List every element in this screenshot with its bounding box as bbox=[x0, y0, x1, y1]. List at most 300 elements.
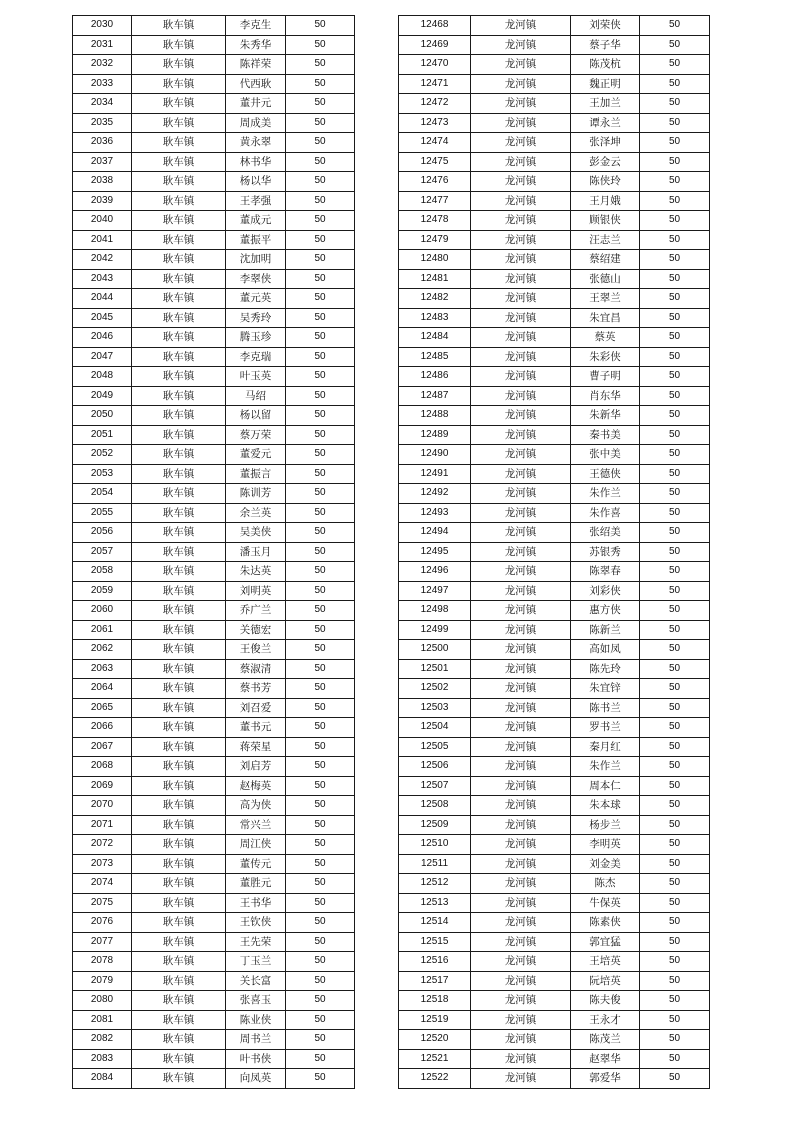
table-row bbox=[399, 796, 710, 816]
town-cell: 耿车镇 bbox=[132, 737, 226, 757]
name-cell: 叶书侠 bbox=[226, 1049, 286, 1069]
town-cell: 耿车镇 bbox=[132, 1010, 226, 1030]
town-cell: 龙河镇 bbox=[471, 874, 571, 894]
serial-number-cell: 12484 bbox=[399, 328, 471, 348]
name-cell: 陈杰 bbox=[571, 874, 640, 894]
amount-cell: 50 bbox=[286, 425, 355, 445]
name-cell: 牛保英 bbox=[571, 893, 640, 913]
amount-cell: 50 bbox=[286, 133, 355, 153]
town-cell: 龙河镇 bbox=[471, 1010, 571, 1030]
name-cell: 余兰英 bbox=[226, 503, 286, 523]
amount-cell: 50 bbox=[286, 347, 355, 367]
name-cell: 关长富 bbox=[226, 971, 286, 991]
serial-number-cell: 2080 bbox=[73, 991, 132, 1011]
name-cell: 杨以留 bbox=[226, 406, 286, 426]
serial-number-cell: 12488 bbox=[399, 406, 471, 426]
serial-number-cell: 12509 bbox=[399, 815, 471, 835]
table-row bbox=[73, 718, 355, 738]
town-cell: 耿车镇 bbox=[132, 815, 226, 835]
town-cell: 耿车镇 bbox=[132, 133, 226, 153]
amount-cell: 50 bbox=[286, 289, 355, 309]
amount-cell: 50 bbox=[640, 464, 710, 484]
serial-number-cell: 2065 bbox=[73, 698, 132, 718]
amount-cell: 50 bbox=[286, 640, 355, 660]
serial-number-cell: 12481 bbox=[399, 269, 471, 289]
amount-cell: 50 bbox=[286, 464, 355, 484]
serial-number-cell: 2036 bbox=[73, 133, 132, 153]
amount-cell: 50 bbox=[640, 601, 710, 621]
town-cell: 龙河镇 bbox=[471, 1049, 571, 1069]
name-cell: 王书华 bbox=[226, 893, 286, 913]
name-cell: 陈茂兰 bbox=[571, 1030, 640, 1050]
serial-number-cell: 12521 bbox=[399, 1049, 471, 1069]
town-cell: 耿车镇 bbox=[132, 445, 226, 465]
name-cell: 董传元 bbox=[226, 854, 286, 874]
serial-number-cell: 2030 bbox=[73, 16, 132, 36]
table-row bbox=[399, 523, 710, 543]
amount-cell: 50 bbox=[286, 874, 355, 894]
town-cell: 龙河镇 bbox=[471, 679, 571, 699]
town-cell: 耿车镇 bbox=[132, 464, 226, 484]
town-cell: 耿车镇 bbox=[132, 55, 226, 75]
name-cell: 魏正明 bbox=[571, 74, 640, 94]
amount-cell: 50 bbox=[640, 289, 710, 309]
amount-cell: 50 bbox=[286, 971, 355, 991]
table-row bbox=[73, 484, 355, 504]
amount-cell: 50 bbox=[640, 386, 710, 406]
serial-number-cell: 12501 bbox=[399, 659, 471, 679]
table-row bbox=[73, 1069, 355, 1089]
table-row bbox=[73, 1030, 355, 1050]
serial-number-cell: 12502 bbox=[399, 679, 471, 699]
name-cell: 王德侠 bbox=[571, 464, 640, 484]
table-row bbox=[399, 991, 710, 1011]
town-cell: 耿车镇 bbox=[132, 250, 226, 270]
serial-number-cell: 2068 bbox=[73, 757, 132, 777]
serial-number-cell: 2072 bbox=[73, 835, 132, 855]
amount-cell: 50 bbox=[286, 620, 355, 640]
table-row bbox=[399, 1049, 710, 1069]
town-cell: 耿车镇 bbox=[132, 874, 226, 894]
town-cell: 龙河镇 bbox=[471, 1030, 571, 1050]
town-cell: 耿车镇 bbox=[132, 386, 226, 406]
serial-number-cell: 2060 bbox=[73, 601, 132, 621]
town-cell: 耿车镇 bbox=[132, 796, 226, 816]
serial-number-cell: 12486 bbox=[399, 367, 471, 387]
name-cell: 朱作兰 bbox=[571, 484, 640, 504]
town-cell: 龙河镇 bbox=[471, 757, 571, 777]
table-row bbox=[399, 230, 710, 250]
name-cell: 苏银秀 bbox=[571, 542, 640, 562]
table-row bbox=[73, 776, 355, 796]
name-cell: 曹子明 bbox=[571, 367, 640, 387]
name-cell: 周本仁 bbox=[571, 776, 640, 796]
serial-number-cell: 2038 bbox=[73, 172, 132, 192]
serial-number-cell: 12520 bbox=[399, 1030, 471, 1050]
amount-cell: 50 bbox=[640, 55, 710, 75]
amount-cell: 50 bbox=[640, 1069, 710, 1089]
name-cell: 周成美 bbox=[226, 113, 286, 133]
town-cell: 耿车镇 bbox=[132, 152, 226, 172]
serial-number-cell: 12478 bbox=[399, 211, 471, 231]
amount-cell: 50 bbox=[286, 1049, 355, 1069]
serial-number-cell: 2083 bbox=[73, 1049, 132, 1069]
table-row bbox=[73, 328, 355, 348]
town-cell: 耿车镇 bbox=[132, 952, 226, 972]
town-cell: 龙河镇 bbox=[471, 74, 571, 94]
amount-cell: 50 bbox=[286, 581, 355, 601]
town-cell: 耿车镇 bbox=[132, 289, 226, 309]
serial-number-cell: 2081 bbox=[73, 1010, 132, 1030]
table-row bbox=[399, 191, 710, 211]
town-cell: 龙河镇 bbox=[471, 796, 571, 816]
amount-cell: 50 bbox=[286, 191, 355, 211]
name-cell: 向凤英 bbox=[226, 1069, 286, 1089]
town-cell: 耿车镇 bbox=[132, 74, 226, 94]
town-cell: 耿车镇 bbox=[132, 1069, 226, 1089]
serial-number-cell: 2069 bbox=[73, 776, 132, 796]
name-cell: 陈书兰 bbox=[571, 698, 640, 718]
amount-cell: 50 bbox=[286, 406, 355, 426]
amount-cell: 50 bbox=[640, 991, 710, 1011]
serial-number-cell: 2057 bbox=[73, 542, 132, 562]
amount-cell: 50 bbox=[286, 94, 355, 114]
serial-number-cell: 12499 bbox=[399, 620, 471, 640]
name-cell: 蔡绍建 bbox=[571, 250, 640, 270]
serial-number-cell: 12492 bbox=[399, 484, 471, 504]
amount-cell: 50 bbox=[640, 1030, 710, 1050]
amount-cell: 50 bbox=[640, 620, 710, 640]
name-cell: 朱宜昌 bbox=[571, 308, 640, 328]
amount-cell: 50 bbox=[286, 815, 355, 835]
amount-cell: 50 bbox=[286, 776, 355, 796]
serial-number-cell: 12475 bbox=[399, 152, 471, 172]
amount-cell: 50 bbox=[286, 328, 355, 348]
amount-cell: 50 bbox=[640, 328, 710, 348]
serial-number-cell: 12516 bbox=[399, 952, 471, 972]
table-row bbox=[73, 94, 355, 114]
name-cell: 朱秀华 bbox=[226, 35, 286, 55]
serial-number-cell: 12483 bbox=[399, 308, 471, 328]
name-cell: 陈素侠 bbox=[571, 913, 640, 933]
name-cell: 关德宏 bbox=[226, 620, 286, 640]
table-row bbox=[399, 133, 710, 153]
amount-cell: 50 bbox=[286, 250, 355, 270]
table-row bbox=[399, 659, 710, 679]
serial-number-cell: 12511 bbox=[399, 854, 471, 874]
town-cell: 耿车镇 bbox=[132, 698, 226, 718]
serial-number-cell: 2044 bbox=[73, 289, 132, 309]
table-row bbox=[399, 308, 710, 328]
town-cell: 龙河镇 bbox=[471, 464, 571, 484]
table-row bbox=[73, 113, 355, 133]
amount-cell: 50 bbox=[640, 1049, 710, 1069]
amount-cell: 50 bbox=[640, 893, 710, 913]
name-cell: 刘启芳 bbox=[226, 757, 286, 777]
name-cell: 陈茂杭 bbox=[571, 55, 640, 75]
amount-cell: 50 bbox=[640, 113, 710, 133]
amount-cell: 50 bbox=[286, 679, 355, 699]
amount-cell: 50 bbox=[286, 269, 355, 289]
name-cell: 刘金美 bbox=[571, 854, 640, 874]
table-row bbox=[73, 35, 355, 55]
amount-cell: 50 bbox=[640, 172, 710, 192]
town-cell: 龙河镇 bbox=[471, 737, 571, 757]
amount-cell: 50 bbox=[640, 757, 710, 777]
serial-number-cell: 12485 bbox=[399, 347, 471, 367]
town-cell: 耿车镇 bbox=[132, 640, 226, 660]
serial-number-cell: 2079 bbox=[73, 971, 132, 991]
amount-cell: 50 bbox=[640, 737, 710, 757]
table-row bbox=[73, 952, 355, 972]
serial-number-cell: 2063 bbox=[73, 659, 132, 679]
table-row bbox=[73, 406, 355, 426]
serial-number-cell: 12472 bbox=[399, 94, 471, 114]
name-cell: 李翠侠 bbox=[226, 269, 286, 289]
table-row bbox=[73, 581, 355, 601]
name-cell: 王培英 bbox=[571, 952, 640, 972]
serial-number-cell: 12504 bbox=[399, 718, 471, 738]
amount-cell: 50 bbox=[640, 796, 710, 816]
name-cell: 代西耿 bbox=[226, 74, 286, 94]
amount-cell: 50 bbox=[640, 718, 710, 738]
name-cell: 林书华 bbox=[226, 152, 286, 172]
town-cell: 耿车镇 bbox=[132, 562, 226, 582]
amount-cell: 50 bbox=[286, 601, 355, 621]
name-cell: 潘玉月 bbox=[226, 542, 286, 562]
table-row bbox=[73, 679, 355, 699]
table-row bbox=[399, 718, 710, 738]
serial-number-cell: 2050 bbox=[73, 406, 132, 426]
table-row bbox=[73, 211, 355, 231]
town-cell: 耿车镇 bbox=[132, 893, 226, 913]
name-cell: 黄永翠 bbox=[226, 133, 286, 153]
right-table-body bbox=[399, 16, 710, 1089]
amount-cell: 50 bbox=[286, 542, 355, 562]
serial-number-cell: 2034 bbox=[73, 94, 132, 114]
table-row bbox=[73, 16, 355, 36]
town-cell: 耿车镇 bbox=[132, 659, 226, 679]
table-row bbox=[399, 484, 710, 504]
table-row bbox=[399, 620, 710, 640]
name-cell: 刘明英 bbox=[226, 581, 286, 601]
town-cell: 耿车镇 bbox=[132, 425, 226, 445]
table-row bbox=[73, 659, 355, 679]
name-cell: 肖东华 bbox=[571, 386, 640, 406]
amount-cell: 50 bbox=[640, 932, 710, 952]
name-cell: 谭永兰 bbox=[571, 113, 640, 133]
table-row bbox=[399, 601, 710, 621]
amount-cell: 50 bbox=[286, 1010, 355, 1030]
serial-number-cell: 2073 bbox=[73, 854, 132, 874]
table-row bbox=[399, 1030, 710, 1050]
amount-cell: 50 bbox=[286, 16, 355, 36]
serial-number-cell: 12468 bbox=[399, 16, 471, 36]
serial-number-cell: 2039 bbox=[73, 191, 132, 211]
name-cell: 蔡书芳 bbox=[226, 679, 286, 699]
name-cell: 张喜玉 bbox=[226, 991, 286, 1011]
town-cell: 龙河镇 bbox=[471, 308, 571, 328]
name-cell: 董爱元 bbox=[226, 445, 286, 465]
town-cell: 耿车镇 bbox=[132, 269, 226, 289]
amount-cell: 50 bbox=[286, 1030, 355, 1050]
serial-number-cell: 12522 bbox=[399, 1069, 471, 1089]
table-row bbox=[399, 55, 710, 75]
name-cell: 董元英 bbox=[226, 289, 286, 309]
table-row bbox=[73, 191, 355, 211]
table-row bbox=[73, 386, 355, 406]
table-row bbox=[73, 854, 355, 874]
amount-cell: 50 bbox=[640, 250, 710, 270]
table-row bbox=[73, 1010, 355, 1030]
name-cell: 周江侠 bbox=[226, 835, 286, 855]
serial-number-cell: 12498 bbox=[399, 601, 471, 621]
table-row bbox=[399, 367, 710, 387]
name-cell: 汪志兰 bbox=[571, 230, 640, 250]
town-cell: 龙河镇 bbox=[471, 581, 571, 601]
serial-number-cell: 2053 bbox=[73, 464, 132, 484]
town-cell: 耿车镇 bbox=[132, 757, 226, 777]
town-cell: 耿车镇 bbox=[132, 191, 226, 211]
town-cell: 耿车镇 bbox=[132, 1030, 226, 1050]
serial-number-cell: 2062 bbox=[73, 640, 132, 660]
name-cell: 董井元 bbox=[226, 94, 286, 114]
serial-number-cell: 2055 bbox=[73, 503, 132, 523]
town-cell: 耿车镇 bbox=[132, 484, 226, 504]
town-cell: 龙河镇 bbox=[471, 406, 571, 426]
amount-cell: 50 bbox=[640, 815, 710, 835]
name-cell: 陈训芳 bbox=[226, 484, 286, 504]
town-cell: 龙河镇 bbox=[471, 835, 571, 855]
table-row bbox=[399, 406, 710, 426]
serial-number-cell: 12507 bbox=[399, 776, 471, 796]
serial-number-cell: 12506 bbox=[399, 757, 471, 777]
serial-number-cell: 2048 bbox=[73, 367, 132, 387]
name-cell: 郭爱华 bbox=[571, 1069, 640, 1089]
town-cell: 耿车镇 bbox=[132, 35, 226, 55]
serial-number-cell: 12494 bbox=[399, 523, 471, 543]
serial-number-cell: 2047 bbox=[73, 347, 132, 367]
table-row bbox=[399, 737, 710, 757]
name-cell: 陈夫俊 bbox=[571, 991, 640, 1011]
left-table bbox=[72, 15, 355, 1089]
serial-number-cell: 12500 bbox=[399, 640, 471, 660]
table-row bbox=[73, 425, 355, 445]
serial-number-cell: 2071 bbox=[73, 815, 132, 835]
name-cell: 董振平 bbox=[226, 230, 286, 250]
table-row bbox=[399, 503, 710, 523]
amount-cell: 50 bbox=[286, 854, 355, 874]
amount-cell: 50 bbox=[286, 659, 355, 679]
serial-number-cell: 12479 bbox=[399, 230, 471, 250]
amount-cell: 50 bbox=[286, 35, 355, 55]
table-row bbox=[399, 328, 710, 348]
table-row bbox=[399, 269, 710, 289]
town-cell: 龙河镇 bbox=[471, 523, 571, 543]
table-row bbox=[399, 289, 710, 309]
town-cell: 龙河镇 bbox=[471, 932, 571, 952]
table-row bbox=[399, 835, 710, 855]
town-cell: 耿车镇 bbox=[132, 16, 226, 36]
amount-cell: 50 bbox=[286, 698, 355, 718]
serial-number-cell: 12496 bbox=[399, 562, 471, 582]
serial-number-cell: 12490 bbox=[399, 445, 471, 465]
town-cell: 龙河镇 bbox=[471, 562, 571, 582]
table-row bbox=[399, 893, 710, 913]
table-row bbox=[399, 679, 710, 699]
town-cell: 耿车镇 bbox=[132, 776, 226, 796]
table-row bbox=[399, 386, 710, 406]
table-row bbox=[399, 74, 710, 94]
serial-number-cell: 2059 bbox=[73, 581, 132, 601]
serial-number-cell: 2042 bbox=[73, 250, 132, 270]
amount-cell: 50 bbox=[286, 386, 355, 406]
amount-cell: 50 bbox=[286, 113, 355, 133]
table-row bbox=[399, 542, 710, 562]
amount-cell: 50 bbox=[640, 484, 710, 504]
table-row bbox=[399, 698, 710, 718]
table-row bbox=[399, 445, 710, 465]
town-cell: 耿车镇 bbox=[132, 94, 226, 114]
name-cell: 张泽坤 bbox=[571, 133, 640, 153]
name-cell: 彭金云 bbox=[571, 152, 640, 172]
name-cell: 王永才 bbox=[571, 1010, 640, 1030]
town-cell: 龙河镇 bbox=[471, 16, 571, 36]
table-row bbox=[73, 991, 355, 1011]
name-cell: 董书元 bbox=[226, 718, 286, 738]
amount-cell: 50 bbox=[286, 737, 355, 757]
town-cell: 龙河镇 bbox=[471, 445, 571, 465]
town-cell: 龙河镇 bbox=[471, 620, 571, 640]
table-row bbox=[73, 757, 355, 777]
town-cell: 耿车镇 bbox=[132, 991, 226, 1011]
town-cell: 龙河镇 bbox=[471, 1069, 571, 1089]
serial-number-cell: 12510 bbox=[399, 835, 471, 855]
name-cell: 李克瑞 bbox=[226, 347, 286, 367]
town-cell: 耿车镇 bbox=[132, 718, 226, 738]
table-row bbox=[73, 172, 355, 192]
serial-number-cell: 2078 bbox=[73, 952, 132, 972]
serial-number-cell: 2035 bbox=[73, 113, 132, 133]
amount-cell: 50 bbox=[286, 913, 355, 933]
town-cell: 龙河镇 bbox=[471, 601, 571, 621]
name-cell: 阮培英 bbox=[571, 971, 640, 991]
name-cell: 陈侠玲 bbox=[571, 172, 640, 192]
table-row bbox=[73, 1049, 355, 1069]
table-row bbox=[399, 16, 710, 36]
table-row bbox=[73, 874, 355, 894]
name-cell: 王月娥 bbox=[571, 191, 640, 211]
table-row bbox=[399, 152, 710, 172]
amount-cell: 50 bbox=[640, 347, 710, 367]
serial-number-cell: 12474 bbox=[399, 133, 471, 153]
name-cell: 王翠兰 bbox=[571, 289, 640, 309]
serial-number-cell: 2074 bbox=[73, 874, 132, 894]
serial-number-cell: 12469 bbox=[399, 35, 471, 55]
name-cell: 叶玉英 bbox=[226, 367, 286, 387]
serial-number-cell: 2064 bbox=[73, 679, 132, 699]
table-row bbox=[399, 1010, 710, 1030]
town-cell: 龙河镇 bbox=[471, 815, 571, 835]
table-row bbox=[73, 269, 355, 289]
name-cell: 王俊兰 bbox=[226, 640, 286, 660]
serial-number-cell: 2043 bbox=[73, 269, 132, 289]
amount-cell: 50 bbox=[286, 757, 355, 777]
amount-cell: 50 bbox=[640, 659, 710, 679]
amount-cell: 50 bbox=[640, 445, 710, 465]
town-cell: 龙河镇 bbox=[471, 133, 571, 153]
town-cell: 耿车镇 bbox=[132, 620, 226, 640]
